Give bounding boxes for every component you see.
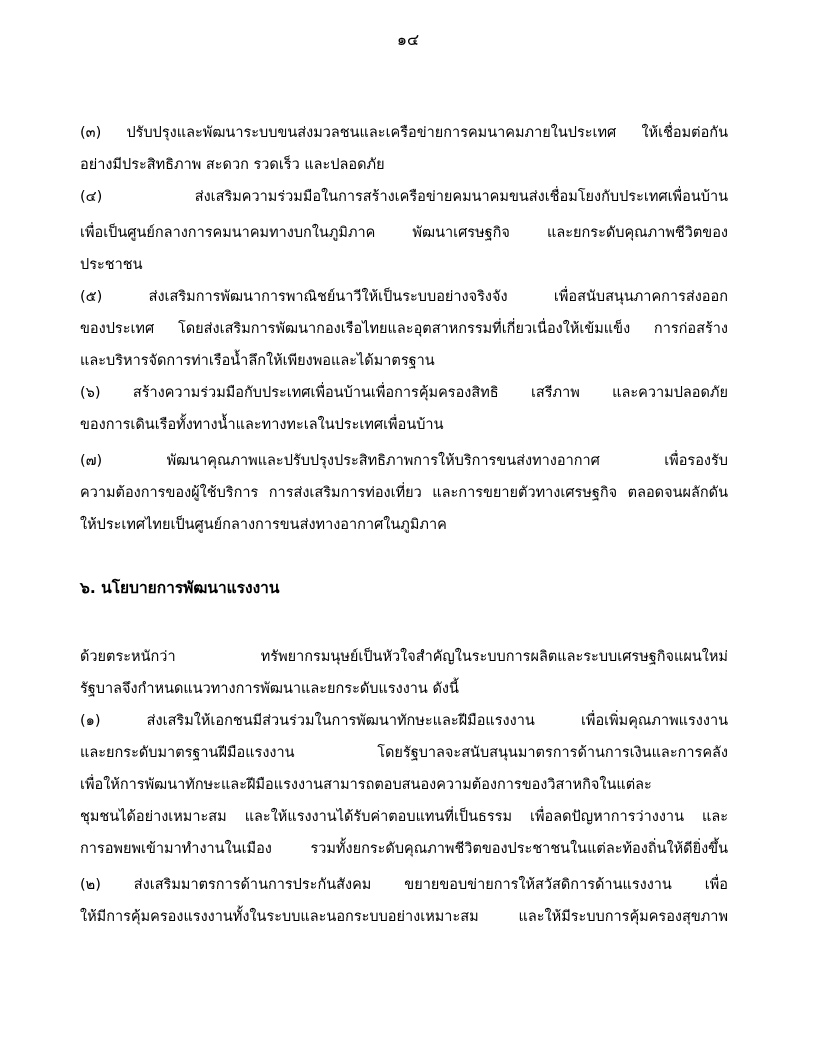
text-line: (๓) ปรับปรุงและพัฒนาระบบขนส่งมวลชนและเครือข่ายการคมนาคมภายในประเทศ ให้เชื่อมต่อกัน <box>80 125 728 141</box>
text-line: การอพยพเข้ามาทำงานในเมือง รวมทั้งยกระดับคุณภาพชีวิตของประชาชนในแต่ละท้องถิ่นให้ดียิ่งขึ้น <box>80 841 728 857</box>
text-line: (๗) พัฒนาคุณภาพและปรับปรุงประสิทธิภาพการให้บริการขนส่งทางอากาศ เพื่อรองรับ <box>80 453 728 469</box>
text-line: ของการเดินเรือทั้งทางน้ำและทางทะเลในประเทศเพื่อนบ้าน <box>80 417 444 433</box>
text-line: (๖) สร้างความร่วมมือกับประเทศเพื่อนบ้านเพื่อการคุ้มครองสิทธิ เสรีภาพ และความปลอดภัย <box>80 385 728 401</box>
text-line: ด้วยตระหนักว่า ทรัพยากรมนุษย์เป็นหัวใจสำคัญในระบบการผลิตและระบบเศรษฐกิจแผนใหม่ <box>80 649 728 665</box>
page-number: ๑๔ <box>396 30 420 49</box>
text-line: ประชาชน <box>80 257 143 273</box>
text-line: ชุมชนได้อย่างเหมาะสม และให้แรงงานได้รับค่าตอบแทนที่เป็นธรรม เพื่อลดปัญหาการว่างงาน และ <box>80 809 728 825</box>
text-line: (๒) ส่งเสริมมาตรการด้านการประกันสังคม ขยายขอบข่ายการให้สวัสดิการด้านแรงงาน เพื่อ <box>80 877 728 893</box>
text-line: (๔) ส่งเสริมความร่วมมือในการสร้างเครือข่ายคมนาคมขนส่งเชื่อมโยงกับประเทศเพื่อนบ้าน <box>80 189 728 205</box>
text-line: เพื่อให้การพัฒนาทักษะและฝีมือแรงงานสามารถตอบสนองความต้องการของวิสาหกิจในแต่ละ <box>80 777 652 793</box>
text-line: ความต้องการของผู้ใช้บริการ การส่งเสริมการท่องเที่ยว และการขยายตัวทางเศรษฐกิจ ตลอดจนผลักดัน <box>80 485 728 501</box>
text-line: ให้มีการคุ้มครองแรงงานทั้งในระบบและนอกระบบอย่างเหมาะสม และให้มีระบบการคุ้มครองสุขภาพ <box>80 909 728 925</box>
section-heading: ๖. นโยบายการพัฒนาแรงงาน <box>80 579 280 597</box>
text-line: และบริหารจัดการท่าเรือน้ำลึกให้เพียงพอและได้มาตรฐาน <box>80 353 435 369</box>
text-line: (๕) ส่งเสริมการพัฒนาการพาณิชย์นาวีให้เป็นระบบอย่างจริงจัง เพื่อสนับสนุนภาคการส่งออก <box>80 289 728 305</box>
text-line: เพื่อเป็นศูนย์กลางการคมนาคมทางบกในภูมิภาค พัฒนาเศรษฐกิจ และยกระดับคุณภาพชีวิตของ <box>80 225 728 241</box>
text-line: ของประเทศ โดยส่งเสริมการพัฒนากองเรือไทยและอุตสาหกรรมที่เกี่ยวเนื่องให้เข้มแข็ง การก่อสร้าง <box>80 321 728 337</box>
text-line: (๑) ส่งเสริมให้เอกชนมีส่วนร่วมในการพัฒนาทักษะและฝีมือแรงงาน เพื่อเพิ่มคุณภาพแรงงาน <box>80 713 728 729</box>
text-line: และยกระดับมาตรฐานฝีมือแรงงาน โดยรัฐบาลจะสนับสนุนมาตรการด้านการเงินและการคลัง <box>80 745 728 761</box>
text-line: ให้ประเทศไทยเป็นศูนย์กลางการขนส่งทางอากาศในภูมิภาค <box>80 517 447 533</box>
text-line: อย่างมีประสิทธิภาพ สะดวก รวดเร็ว และปลอดภัย <box>80 157 385 173</box>
text-line: รัฐบาลจึงกำหนดแนวทางการพัฒนาและยกระดับแรงงาน ดังนี้ <box>80 681 459 697</box>
